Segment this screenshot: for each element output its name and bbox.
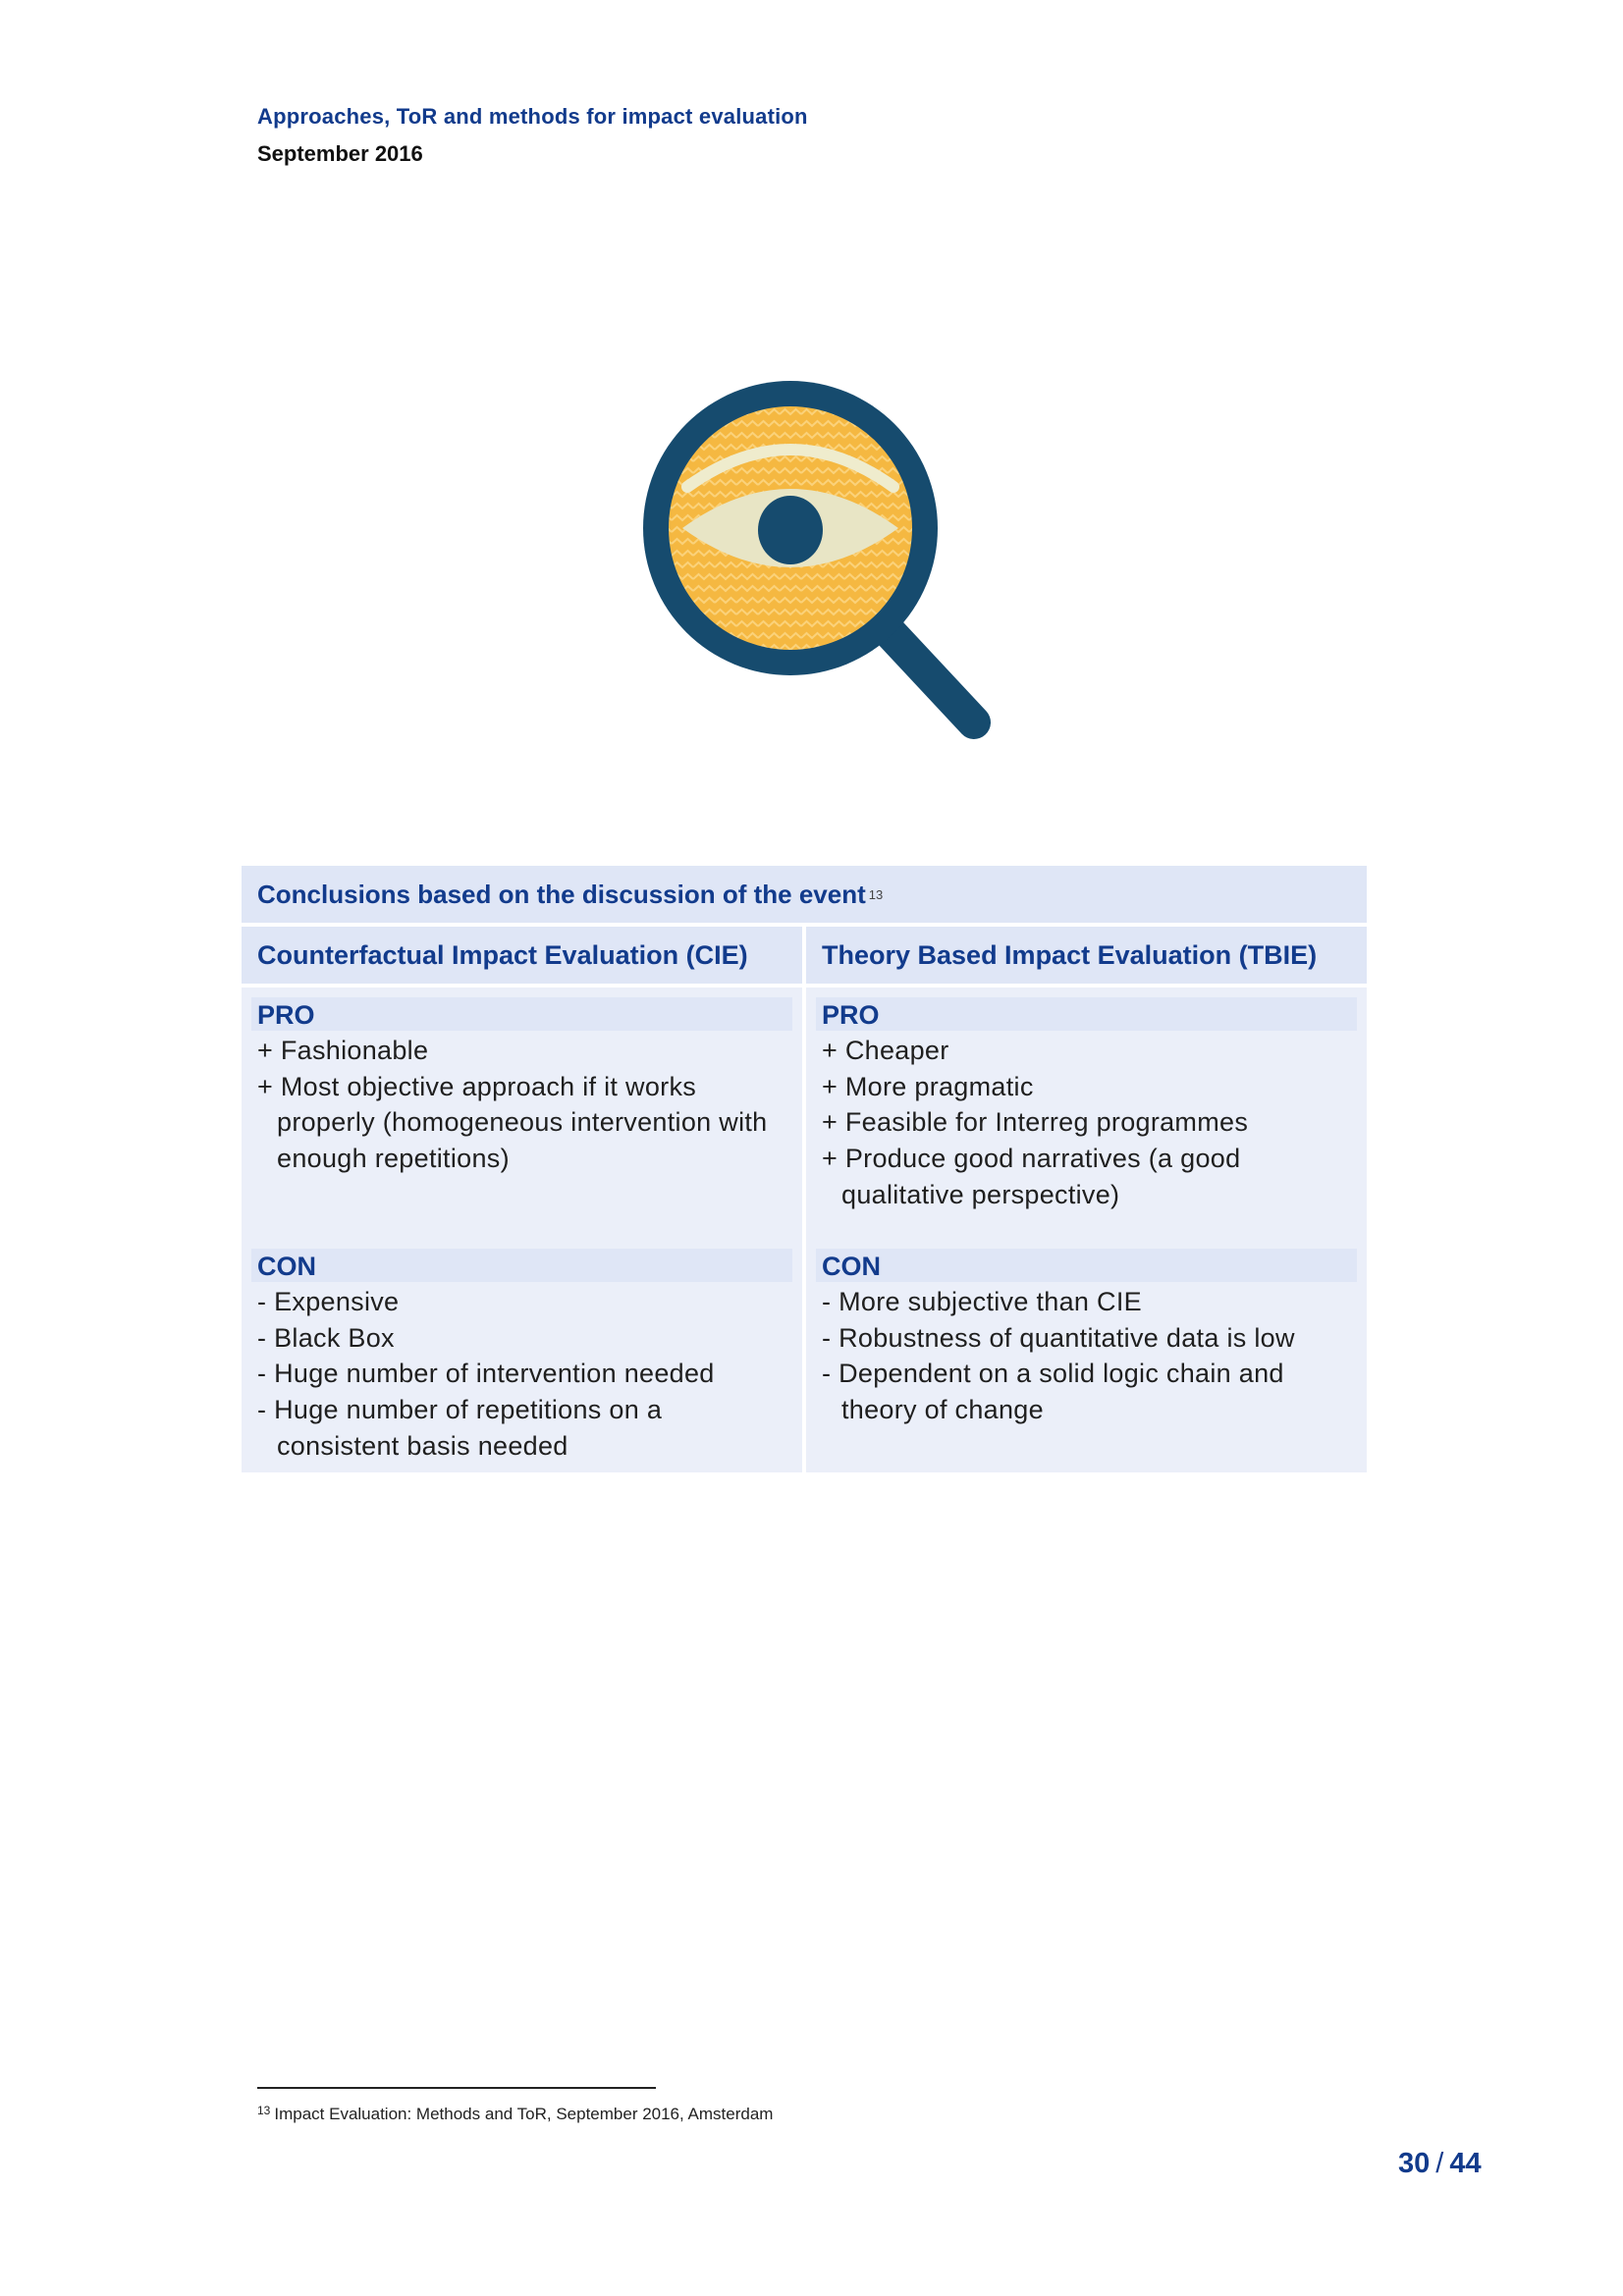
footnote-text: Impact Evaluation: Methods and ToR, September 2016, Amsterdam <box>274 2105 774 2123</box>
list-item: + Cheaper <box>822 1036 949 1065</box>
list-item: - Huge number of intervention needed <box>257 1359 715 1389</box>
footnote <box>257 2104 773 2124</box>
content-row <box>242 988 1367 1472</box>
column-heading-row <box>242 927 1367 988</box>
cie-con-section <box>251 1249 792 1465</box>
tbie-pro-list <box>816 1033 1357 1213</box>
cie-con-list <box>251 1284 792 1465</box>
column-heading-cie: Counterfactual Impact Evaluation (CIE) <box>242 927 802 984</box>
tbie-pro-label: PRO <box>816 997 1357 1031</box>
footnote-number: 13 <box>257 2104 271 2117</box>
page-number <box>1398 2148 1482 2180</box>
list-item: + Fashionable <box>257 1036 429 1065</box>
list-item: - Expensive <box>257 1287 400 1316</box>
list-item: + Produce good narratives (a good qualitative perspective) <box>822 1144 1241 1209</box>
list-item: - Black Box <box>257 1322 395 1353</box>
document-title: Approaches, ToR and methods for impact evaluation <box>257 104 808 129</box>
cie-pro-label: PRO <box>251 997 792 1031</box>
table-title-row <box>242 866 1367 923</box>
tbie-pro-section <box>816 997 1357 1249</box>
page-total: 44 <box>1449 2148 1482 2179</box>
list-item: - Dependent on a solid logic chain and theory of change <box>822 1359 1284 1425</box>
page-header <box>257 104 808 167</box>
list-item: + Most objective approach if it works properly (homogeneous intervention with enough repetitions) <box>257 1071 768 1174</box>
page-current: 30 <box>1398 2148 1431 2179</box>
tbie-con-section <box>816 1249 1357 1465</box>
cie-pro-list <box>251 1033 792 1177</box>
magnifier-eye-icon <box>628 371 1021 783</box>
page-separator: / <box>1435 2148 1444 2179</box>
column-heading-tbie: Theory Based Impact Evaluation (TBIE) <box>806 927 1367 984</box>
footnote-ref: 13 <box>868 886 884 902</box>
cie-cell <box>242 988 802 1472</box>
footnote-divider <box>257 2087 656 2089</box>
tbie-con-label: CON <box>816 1249 1357 1282</box>
list-item: - More subjective than CIE <box>822 1287 1142 1316</box>
list-item: + Feasible for Interreg programmes <box>822 1107 1249 1138</box>
table-title: Conclusions based on the discussion of the event <box>257 879 866 909</box>
tbie-con-list <box>816 1284 1357 1428</box>
list-item: - Huge number of repetitions on a consistent basis needed <box>257 1395 663 1461</box>
conclusions-table <box>242 866 1367 1472</box>
cie-con-label: CON <box>251 1249 792 1282</box>
list-item: + More pragmatic <box>822 1071 1034 1101</box>
cie-pro-section <box>251 997 792 1249</box>
list-item: - Robustness of quantitative data is low <box>822 1322 1295 1353</box>
tbie-cell <box>806 988 1367 1472</box>
document-date: September 2016 <box>257 141 423 166</box>
